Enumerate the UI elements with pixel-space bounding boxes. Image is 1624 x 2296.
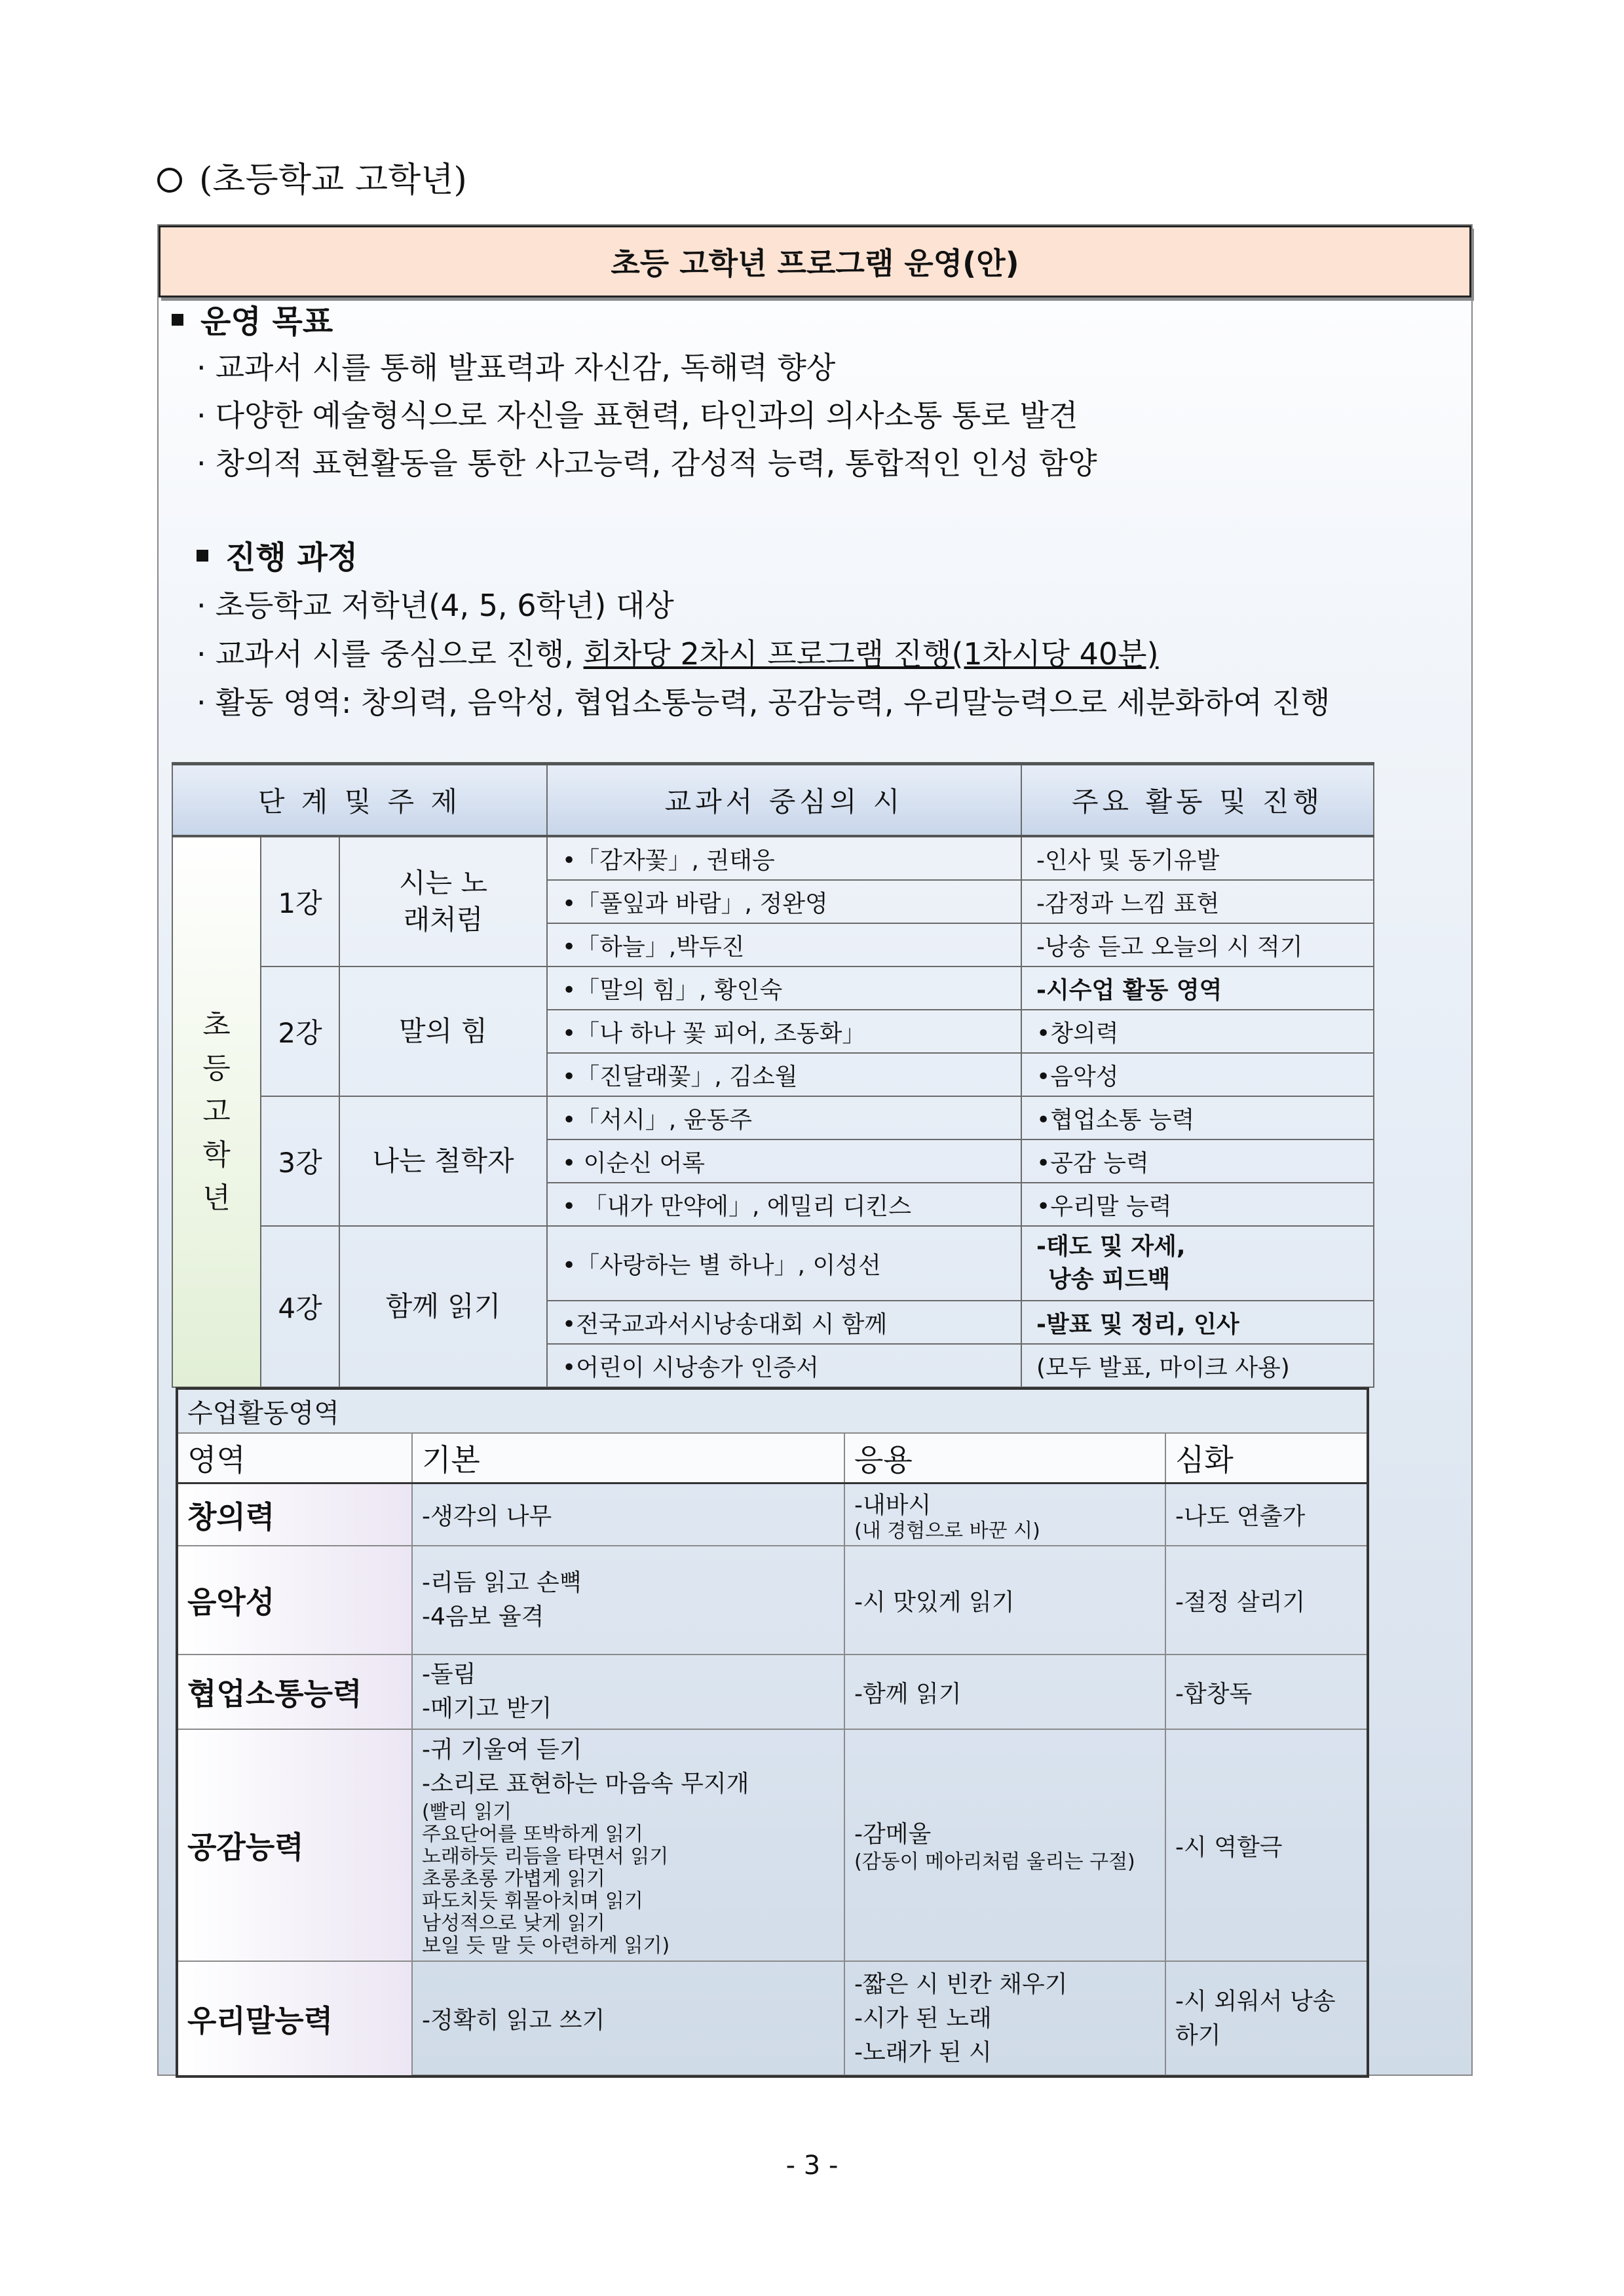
poem-cell: • 「내가 만약에」, 에밀리 디킨스	[547, 1183, 1021, 1226]
header-activity: 주요 활동 및 진행	[1021, 764, 1374, 837]
area-row	[177, 1483, 1368, 1546]
basic-cell: -돌림 -메기고 받기	[412, 1655, 844, 1729]
lesson-table	[172, 762, 1374, 1388]
lesson-number: 2강	[261, 966, 339, 1096]
page-number: - 3 -	[785, 2151, 839, 2181]
activity-cell: •공감 능력	[1021, 1139, 1374, 1183]
area-name: 음악성	[177, 1546, 412, 1655]
lesson-number: 1강	[261, 836, 339, 966]
advanced-cell: -나도 연출가	[1165, 1483, 1368, 1546]
basic-cell: -정확히 읽고 쓰기	[412, 1961, 844, 2076]
section-heading	[157, 152, 467, 201]
area-row	[177, 1655, 1368, 1729]
poem-cell: •「하늘」,박두진	[547, 923, 1021, 966]
area-table-header	[177, 1433, 1368, 1483]
square-bullet-icon	[172, 314, 183, 326]
goal-item: · 교과서 시를 통해 발표력과 자신감, 독해력 향상	[197, 350, 836, 385]
process-title: 진행 과정	[197, 532, 358, 577]
activity-cell: •협업소통 능력	[1021, 1096, 1374, 1139]
goal-item: · 창의적 표현활동을 통한 사고능력, 감성적 능력, 통합적인 인성 함양	[197, 446, 1097, 481]
activity-cell: •창의력	[1021, 1010, 1374, 1053]
header-basic: 기본	[412, 1433, 844, 1483]
area-name: 창의력	[177, 1483, 412, 1546]
applied-cell: -시 맛있게 읽기	[844, 1546, 1165, 1655]
applied-cell: -함께 읽기	[844, 1655, 1165, 1729]
table-caption: 수업활동영역	[177, 1388, 1368, 1433]
goal-item: · 다양한 예술형식으로 자신을 표현력, 타인과의 의사소통 통로 발견	[197, 398, 1078, 433]
activity-cell: -시수업 활동 영역	[1021, 966, 1374, 1010]
area-row	[177, 1729, 1368, 1961]
header-poem: 교과서 중심의 시	[547, 764, 1021, 837]
lesson-table-header	[172, 764, 1374, 837]
header-stage: 단 계 및 주 제	[172, 764, 547, 837]
poem-cell: •전국교과서시낭송대회 시 함께	[547, 1301, 1021, 1344]
square-bullet-icon	[197, 550, 208, 562]
group-label: 초 등 고 학 년	[172, 836, 261, 1387]
poem-cell: •「서시」, 윤동주	[547, 1096, 1021, 1139]
area-name: 우리말능력	[177, 1961, 412, 2076]
header-area: 영역	[177, 1433, 412, 1483]
activity-cell: -발표 및 정리, 인사	[1021, 1301, 1374, 1344]
advanced-cell: -절정 살리기	[1165, 1546, 1368, 1655]
basic-cell: -귀 기울여 듣기 -소리로 표현하는 마음속 무지개 (빨리 읽기 주요단어를 또박하게 읽기 노래하듯 리듬을 타면서 읽기 초롱초롱 가볍게 읽기 파도치듯 휘몰아치며 읽기 남성적으로 낮게 읽기 보일 듯 말 듯 아련하게 읽기)	[412, 1729, 844, 1961]
process-underlined-text: 회차당 2차시 프로그램 진행(1차시당 40분)	[583, 636, 1159, 672]
applied-cell: -짧은 시 빈칸 채우기 -시가 된 노래 -노래가 된 시	[844, 1961, 1165, 2076]
header-applied: 응용	[844, 1433, 1165, 1483]
area-row	[177, 1546, 1368, 1655]
advanced-cell: -시 외워서 낭송하기	[1165, 1961, 1368, 2076]
poem-cell: •「감자꽃」, 권태응	[547, 836, 1021, 880]
applied-cell: -감메울 (감동이 메아리처럼 울리는 구절)	[844, 1729, 1165, 1961]
goals-title: 운영 목표	[172, 296, 333, 341]
lesson-topic: 시는 노래처럼	[339, 836, 547, 966]
poem-cell: •「풀잎과 바람」, 정완영	[547, 880, 1021, 923]
lesson-topic: 나는 철학자	[339, 1096, 547, 1226]
poem-cell: •어린이 시낭송가 인증서	[547, 1344, 1021, 1387]
activity-cell: -태도 및 자세, 낭송 피드백	[1021, 1226, 1374, 1301]
lesson-number: 4강	[261, 1226, 339, 1387]
activity-cell: (모두 발표, 마이크 사용)	[1021, 1344, 1374, 1387]
poem-cell: • 이순신 어록	[547, 1139, 1021, 1183]
poem-cell: •「진달래꽃」, 김소월	[547, 1053, 1021, 1096]
activity-cell: -감정과 느낌 표현	[1021, 880, 1374, 923]
area-name: 공감능력	[177, 1729, 412, 1961]
applied-cell: -내바시 (내 경험으로 바꾼 시)	[844, 1483, 1165, 1546]
activity-cell: -인사 및 동기유발	[1021, 836, 1374, 880]
area-name: 협업소통능력	[177, 1655, 412, 1729]
lesson-topic: 말의 힘	[339, 966, 547, 1096]
advanced-cell: -시 역할극	[1165, 1729, 1368, 1961]
lesson-topic: 함께 읽기	[339, 1226, 547, 1387]
circle-bullet-icon	[157, 168, 182, 193]
poem-cell: •「나 하나 꽃 피어, 조동화」	[547, 1010, 1021, 1053]
basic-cell: -리듬 읽고 손뼉 -4음보 율격	[412, 1546, 844, 1655]
activity-cell: -낭송 듣고 오늘의 시 적기	[1021, 923, 1374, 966]
header-advanced: 심화	[1165, 1433, 1368, 1483]
area-row	[177, 1961, 1368, 2076]
section-heading-text: (초등학교 고학년)	[199, 161, 467, 200]
poem-cell: •「말의 힘」, 황인숙	[547, 966, 1021, 1010]
process-item: · 초등학교 저학년(4, 5, 6학년) 대상	[197, 588, 674, 623]
lesson-number: 3강	[261, 1096, 339, 1226]
activity-cell: •우리말 능력	[1021, 1183, 1374, 1226]
poem-cell: •「사랑하는 별 하나」, 이성선	[547, 1226, 1021, 1301]
process-item: · 교과서 시를 중심으로 진행, 회차당 2차시 프로그램 진행(1차시당 40분)	[197, 636, 1159, 672]
program-title: 초등 고학년 프로그램 운영(안)	[159, 225, 1471, 297]
activity-area-table	[176, 1387, 1369, 2078]
advanced-cell: -합창독	[1165, 1655, 1368, 1729]
process-item: · 활동 영역: 창의력, 음악성, 협업소통능력, 공감능력, 우리말능력으로 세분화하여 진행	[197, 685, 1331, 720]
activity-cell: •음악성	[1021, 1053, 1374, 1096]
basic-cell: -생각의 나무	[412, 1483, 844, 1546]
